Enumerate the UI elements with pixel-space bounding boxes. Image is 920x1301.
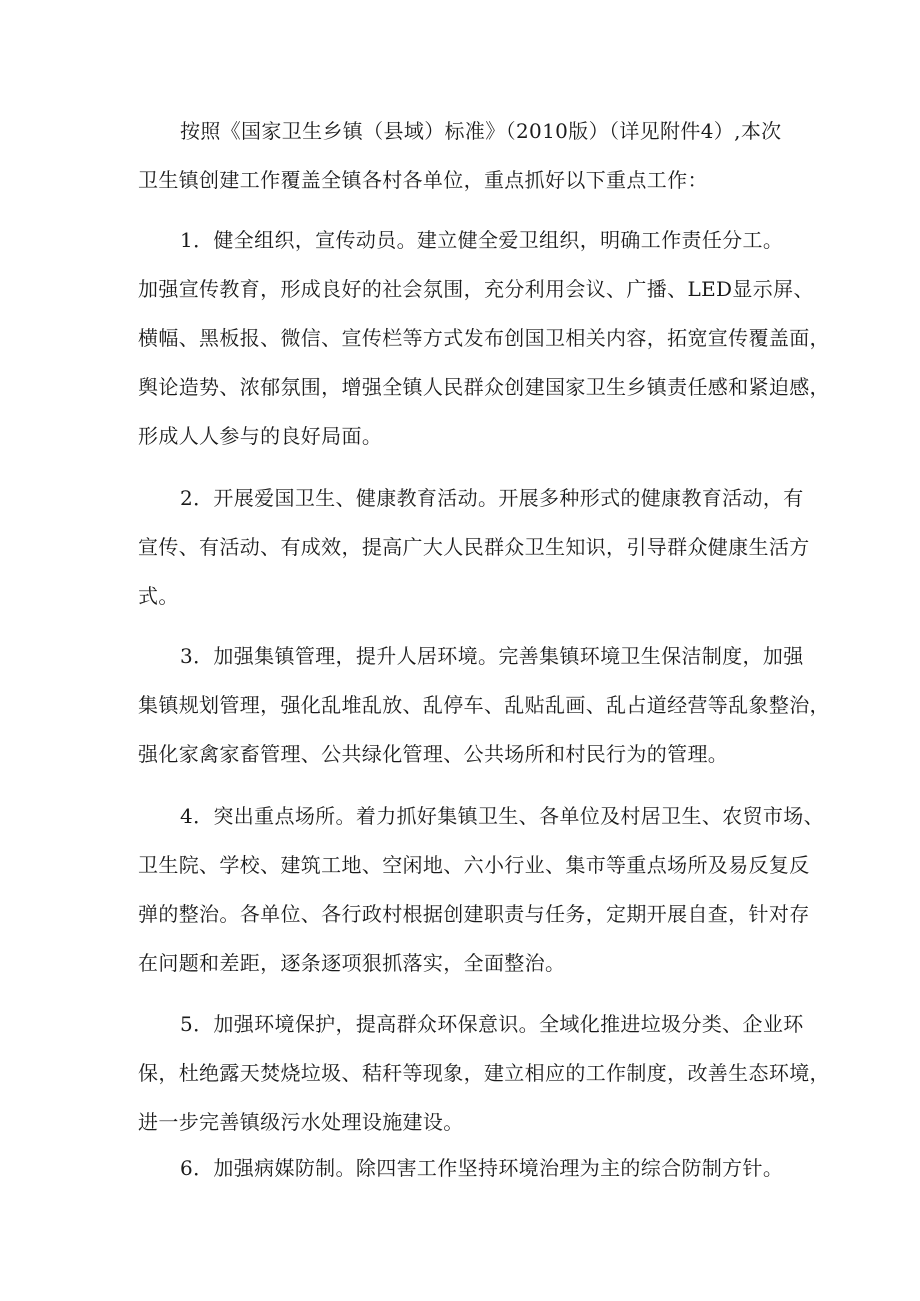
item-5-line-2: 保，杜绝露天焚烧垃圾、秸秆等现象，建立相应的工作制度，改善生态环境， — [138, 1061, 830, 1085]
item-4-line-4: 在问题和差距，逐条逐项狠抓落实，全面整治。 — [138, 951, 566, 975]
item-3-line-3: 强化家禽家畜管理、公共绿化管理、公共场所和村民行为的管理。 — [138, 742, 729, 766]
item-5-line-1: 5．加强环境保护，提高群众环保意识。全域化推进垃圾分类、企业环 — [180, 1012, 804, 1036]
item-2-line-1: 2．开展爱国卫生、健康教育活动。开展多种形式的健康教育活动，有 — [180, 486, 804, 510]
item-5-line-3: 进一步完善镇级污水处理设施建设。 — [138, 1110, 464, 1134]
item-4-line-1: 4．突出重点场所。着力抓好集镇卫生、各单位及村居卫生、农贸市场、 — [180, 804, 824, 828]
paragraph-intro-line-2: 卫生镇创建工作覆盖全镇各村各单位，重点抓好以下重点工作： — [138, 168, 708, 192]
item-1-line-5: 形成人人参与的良好局面。 — [138, 424, 383, 448]
item-2-line-2: 宣传、有活动、有成效，提高广大人民群众卫生知识，引导群众健康生活方 — [138, 535, 810, 559]
item-3-line-1: 3．加强集镇管理，提升人居环境。完善集镇环境卫生保洁制度，加强 — [180, 644, 804, 668]
item-2-line-3: 式。 — [138, 584, 179, 608]
item-6-line-1: 6．加强病媒防制。除四害工作坚持环境治理为主的综合防制方针。 — [180, 1156, 784, 1180]
item-1-line-1: 1．健全组织，宣传动员。建立健全爱卫组织，明确工作责任分工。 — [180, 228, 784, 252]
item-1-line-3: 横幅、黑板报、微信、宣传栏等方式发布创国卫相关内容，拓宽宣传覆盖面， — [138, 326, 830, 350]
item-1-line-2: 加强宣传教育，形成良好的社会氛围，充分利用会议、广播、LED显示屏、 — [138, 277, 814, 301]
item-4-line-2: 卫生院、学校、建筑工地、空闲地、六小行业、集市等重点场所及易反复反 — [138, 853, 810, 877]
paragraph-intro-line-1: 按照《国家卫生乡镇（县域）标准》（2010版）（详见附件4）,本次 — [180, 119, 782, 143]
item-3-line-2: 集镇规划管理，强化乱堆乱放、乱停车、乱贴乱画、乱占道经营等乱象整治， — [138, 693, 830, 717]
item-4-line-3: 弹的整治。各单位、各行政村根据创建职责与任务，定期开展自查，针对存 — [138, 902, 810, 926]
item-1-line-4: 舆论造势、浓郁氛围，增强全镇人民群众创建国家卫生乡镇责任感和紧迫感， — [138, 375, 830, 399]
